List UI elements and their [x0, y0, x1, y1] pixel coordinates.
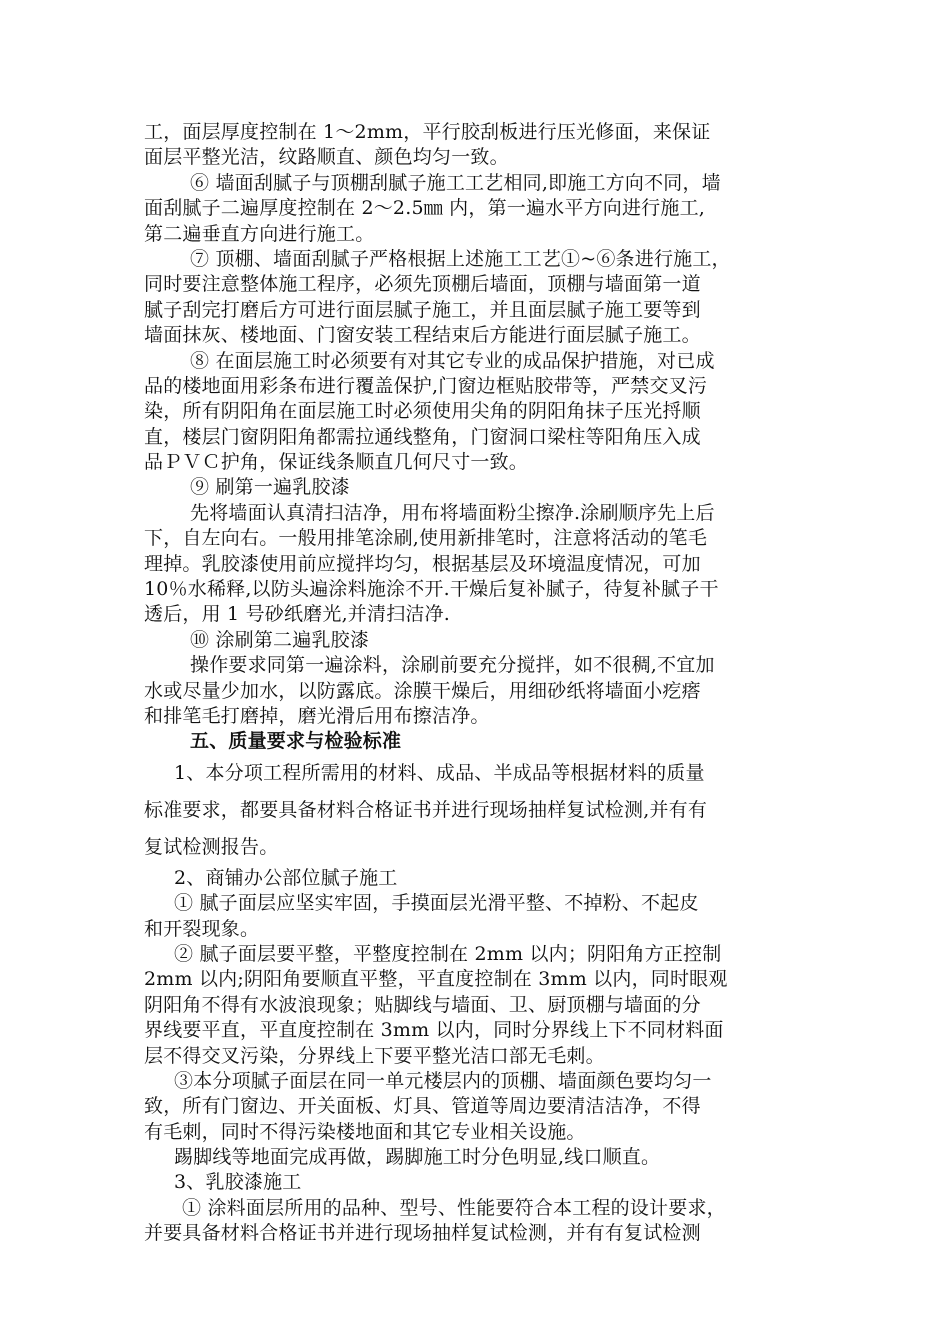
paragraph-item-1: ① 腻子面层应坚实牢固，手摸面层光滑平整、不掉粉、不起皮 [174, 892, 699, 915]
text-line: 界线要平直，平直度控制在 3mm 以内，同时分界线上下不同材料面 [144, 1019, 724, 1042]
paragraph-item-10: ⑩ 涂刷第二遍乳胶漆 [190, 628, 370, 651]
text-line: 阴阳角不得有水波浪现象；贴脚线与墙面、卫、厨顶棚与墙面的分 [144, 993, 701, 1016]
text-line: 第二遍垂直方向进行施工。 [144, 222, 375, 245]
text-line: 品ＰＶＣ护角，保证线条顺直几何尺寸一致。 [144, 451, 529, 474]
text-line: 品的楼地面用彩条布进行覆盖保护,门窗边框贴胶带等，严禁交叉污 [144, 374, 708, 397]
text-line: 墙面抹灰、楼地面、门窗安装工程结束后方能进行面层腻子施工。 [144, 324, 701, 347]
paragraph-item-1: ① 涂料面层所用的品种、型号、性能要符合本工程的设计要求， [182, 1196, 726, 1219]
text-line: 理掉。乳胶漆使用前应搅拌均匀，根据基层及环境温度情况，可加 [144, 552, 701, 575]
text-line: 同时要注意整体施工程序，必须先顶棚后墙面，顶棚与墙面第一道 [144, 273, 701, 296]
text-line: 直，楼层门窗阴阳角都需拉通线整角，门窗洞口梁柱等阳角压入成 [144, 425, 701, 448]
text-line: 和排笔毛打磨掉，磨光滑后用布擦洁净。 [144, 704, 490, 727]
text-line: 面层平整光洁，纹路顺直、颜色均匀一致。 [144, 146, 509, 169]
paragraph-item-3: ③本分项腻子面层在同一单元楼层内的顶棚、墙面颜色要均匀一 [174, 1069, 712, 1092]
paragraph-item-7: ⑦ 顶棚、墙面刮腻子严格根据上述施工工艺①~⑥条进行施工， [190, 247, 731, 270]
text-line: 腻子刮完打磨后方可进行面层腻子施工，并且面层腻子施工要等到 [144, 298, 701, 321]
text-line: 透后，用 1 号砂纸磨光,并清扫洁净. [144, 603, 451, 626]
text-line: 先将墙面认真清扫洁净，用布将墙面粉尘擦净.涂刷顺序先上后 [190, 501, 715, 524]
text-line: 面刮腻子二遍厚度控制在 2～2.5㎜ 内，第一遍水平方向进行施工, [144, 197, 706, 220]
text-line: 下，自左向右。一般用排笔涂刷,使用新排笔时，注意将活动的笔毛 [144, 527, 708, 550]
text-line: 并要具备材料合格证书并进行现场抽样复试检测，并有有复试检测 [144, 1222, 701, 1245]
text-line: 工，面层厚度控制在 1～2mm，平行胶刮板进行压光修面，来保证 [144, 121, 711, 143]
subsection-heading: 3、乳胶漆施工 [174, 1171, 302, 1194]
paragraph-item-6: ⑥ 墙面刮腻子与顶棚刮腻子施工工艺相同,即施工方向不同，墙 [190, 171, 721, 194]
text-line: 复试检测报告。 [144, 835, 279, 858]
text-line: 踢脚线等地面完成再做，踢脚施工时分色明显,线口顺直。 [174, 1146, 661, 1169]
paragraph-item-8: ⑧ 在面层施工时必须要有对其它专业的成品保护措施，对已成 [190, 349, 715, 372]
text-line: 致，所有门窗边、开关面板、灯具、管道等周边要清洁洁净，不得 [144, 1095, 701, 1118]
text-line: 标准要求，都要具备材料合格证书并进行现场抽样复试检测,并有有 [144, 798, 708, 821]
body-text [144, 120, 816, 1247]
text-line: 1、本分项工程所需用的材料、成品、半成品等根据材料的质量 [174, 761, 705, 784]
text-line: 操作要求同第一遍涂料，涂刷前要充分搅拌，如不很稠,不宜加 [190, 654, 715, 677]
subsection-heading: 2、商铺办公部位腻子施工 [174, 866, 398, 889]
text-line: 10％水稀释,以防头遍涂料施涂不开.干燥后复补腻子，待复补腻子干 [144, 578, 719, 601]
text-line: 有毛刺，同时不得污染楼地面和其它专业相关设施。 [144, 1120, 586, 1143]
paragraph-item-2: ② 腻子面层要平整，平整度控制在 2mm 以内；阴阳角方正控制 [174, 942, 722, 965]
text-line: 层不得交叉污染，分界线上下要平整光洁口部无毛刺。 [144, 1044, 605, 1067]
text-line: 2mm 以内;阴阳角要顺直平整，平直度控制在 3mm 以内，同时眼观 [144, 968, 728, 991]
section-heading: 五、质量要求与检验标准 [190, 730, 402, 753]
paragraph-item-9: ⑨ 刷第一遍乳胶漆 [190, 476, 350, 499]
text-line: 和开裂现象。 [144, 917, 260, 940]
text-line: 染，所有阴阳角在面层施工时必须使用尖角的阴阳角抹子压光捋顺 [144, 400, 701, 423]
text-line: 水或尽量少加水，以防露底。涂膜干燥后，用细砂纸将墙面小疙瘩 [144, 679, 701, 702]
